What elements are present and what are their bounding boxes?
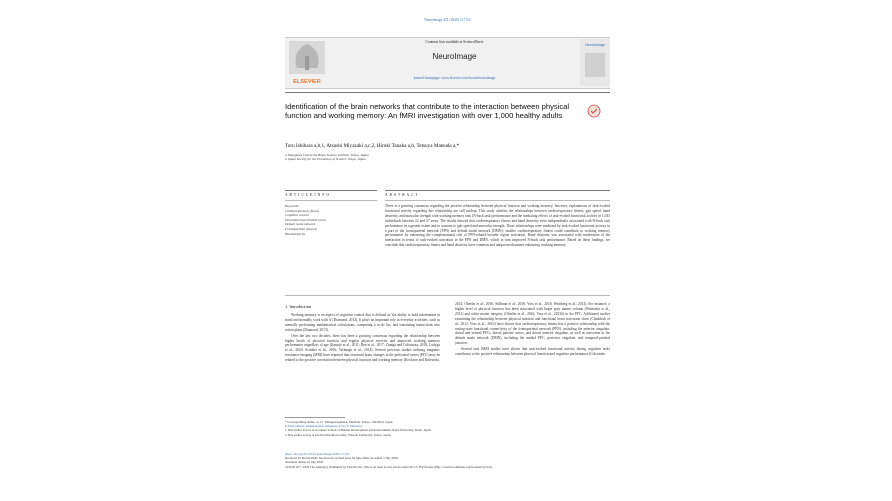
publication-info bbox=[285, 452, 610, 469]
article-title: Identification of the brain networks that contribute to the interaction between physical function and working memory: An fMRI investigation with over 1,000 healthy adults bbox=[285, 102, 570, 121]
keyword-item: Frontoparietal network bbox=[285, 226, 317, 231]
section-heading-introduction: 1. Introduction bbox=[285, 304, 312, 309]
keywords-label: Keywords: bbox=[285, 204, 300, 208]
contents-line: Contents lists available at ScienceDirect bbox=[425, 40, 484, 44]
cover-image bbox=[585, 53, 605, 77]
body-right-column bbox=[455, 302, 610, 412]
journal-homepage[interactable]: journal homepage: www.elsevier.com/locate/neuroimage bbox=[413, 76, 496, 80]
doi-link[interactable]: https://doi.org/10.1016/j.neuroimage.2020.117152 bbox=[285, 452, 350, 456]
footnote-2: 2 This author is now at Global Education Center, Waseda University, Tokyo, Japan. bbox=[285, 432, 392, 437]
affiliation-a: a Tamagawa University Brain Science Institute, Tokyo, Japan bbox=[285, 153, 369, 157]
keyword-item: Cardiorespiratory fitness bbox=[285, 208, 320, 213]
keywords-block bbox=[285, 204, 377, 236]
abstract-heading: A B S T R A C T bbox=[385, 193, 419, 197]
email-address[interactable]: E-mail address: tmatsuda@lab.tamagawa.ac.jp (T. Matsuda). bbox=[285, 424, 363, 429]
abstract-subrule bbox=[385, 200, 610, 201]
abstract-text: There is a growing consensus regarding the positive relationship between physical function and working memory; however, explanations of task-evoked functional activity regarding this relationship are still unclear. This study clarifies the relationships between cardiorespiratory fitness, gait speed, hand dexterity, and muscular strength with working memory task (N-back task) performance and the mediating effects of task-evoked functional activity in 1,033 individuals between 22 and 37 years. The results showed that cardiorespiratory fitness and hand dexterity were independently associated with N-back task performance in a greater extent and in contrast to gait speed and muscular strength. These relationships were mediated by task-evoked functional activity in a part of the frontoparietal network (FPN) and default mode network (DMN); smaller cardiorespiratory fitness could contribute to working memory performance by enhancing the compensational role of FPN-related broader region activation. Hand dexterity was associated with moderation of the interaction in terms of task-evoked activation in the FPN and DMN, which in turn improved N-back task performance. Based on these findings, we conclude that cardiorespiratory fitness and hand dexterity have common and unique mechanisms enhancing working memory. bbox=[385, 204, 610, 248]
check-for-updates-icon[interactable] bbox=[587, 104, 601, 120]
journal-name: NeuroImage bbox=[432, 52, 477, 61]
publisher-name: ELSEVIER bbox=[293, 79, 321, 85]
footnote-1: 1 This author is now at Graduate School of Human Development and Environment, Kobe University, Kobe, Japan. bbox=[285, 428, 432, 433]
corresponding-author: * Corresponding author. 6-1-1 Tamagawagakuen, Machida, Tokyo, 194-8610, Japan. bbox=[285, 420, 394, 424]
keyword-item: Dorsolateral prefrontal cortex bbox=[285, 217, 327, 222]
copyright-line: 1053-8119/© 2020 The Author(s). Published by Elsevier Inc. This is an open access article under the CC BY license (http://creativecommons.org/licenses/by/4.0/). bbox=[285, 464, 493, 469]
paper-page bbox=[271, 12, 624, 490]
info-rule bbox=[285, 190, 377, 191]
body-paragraph: Working memory is an aspect of cognitive control that is defined as 'the ability to hold information in mind and mentally work with it' (Diamond, 2013). It plays an important role in everyday activities, such as mentally performing mathematical calculations, comparing a to-do list, and translating instructions into action plans (Diamond, 2013). bbox=[285, 313, 440, 332]
affiliation-b: b Japan Society for the Promotion of Science, Tokyo, Japan bbox=[285, 157, 366, 162]
received-dates: Received 26 March 2020; Received in revised form 30 June 2020; Accepted 5 July 2020 bbox=[285, 456, 398, 461]
info-subrule bbox=[285, 200, 377, 201]
cover-title: NeuroImage bbox=[585, 43, 605, 47]
body-paragraph: Several task fMRI studies have shown that task-evoked functional activity during cognitive tasks contributes to the positive relationship between physical function and cognitive performance (Colcombe bbox=[455, 347, 610, 357]
abstract-rule bbox=[385, 190, 610, 191]
elsevier-logo bbox=[285, 38, 329, 87]
available-online: Available online 10 July 2020 bbox=[285, 460, 324, 465]
footnotes bbox=[285, 420, 610, 437]
author-list: Toru Ishihara a,b,1, Atsushi Miyazaki a,c,2, Hiroki Tanaka a,b, Tetsuya Matsuda a,* bbox=[285, 143, 460, 149]
body-paragraph: 2014; Oberlin et al., 2016; Stillman et al., 2016; Voss et al., 2016; Weinberg et al., 2013). For instance, a higher level of physical function has been associated with larger gray matter volume (Weinstein et al., 2012) and white matter integrity (Oberlin et al., 2016; Voss et al., 2013b) in the PFC. Additional studies examining the relationship between physical function and functional brain activation show (Chaddock et al., 2012; Voss et al., 2010) have shown that cardiorespiratory fitness has a positive relationship with the resting-state functional connectivity of the frontoparietal network (FPN), including the anterior cingulate, dorsal and ventral PFCs, dorsal parietal cortex, and dorsal anterior cingulate, as well as activation in the default mode network (DMN), including the medial PFC, posterior cingulate, and temporal-parietal junction. bbox=[455, 302, 610, 346]
keyword-item: Default mode network bbox=[285, 222, 316, 227]
journal-header bbox=[285, 37, 610, 89]
keyword-item: Hand dexterity bbox=[285, 231, 306, 236]
journal-cover-thumbnail bbox=[580, 39, 610, 86]
body-paragraph: Over the last two decades, there has been a growing consensus regarding the relationship between higher levels of physical function and regular physical exercise and improved working memory performance regardless of age (Kamijo et al., 2011; Ren et al., 2017; Zuniga and Coloruzza, 2018; Ludyga et al., 2020; Scudder et al., 2016; Verburgh et al., 2014). Several previous studies utilizing magnetic resonance imaging (MRI) have reported that structural brain changes in the prefrontal cortex (PFC) may be related to the positive correlation between physical function and working memory (Erickson and Kolesinki, bbox=[285, 333, 440, 363]
header-rule bbox=[285, 92, 610, 93]
footnote-rule bbox=[285, 417, 345, 418]
affiliations bbox=[285, 153, 605, 162]
article-info-heading: A R T I C L E I N F O bbox=[285, 193, 330, 197]
abstract-bottom-rule bbox=[285, 295, 610, 296]
journal-reference[interactable]: NeuroImage 221 (2020) 117152 bbox=[424, 18, 471, 22]
body-left-column bbox=[285, 313, 440, 412]
keyword-item: Cognitive control bbox=[285, 213, 309, 218]
